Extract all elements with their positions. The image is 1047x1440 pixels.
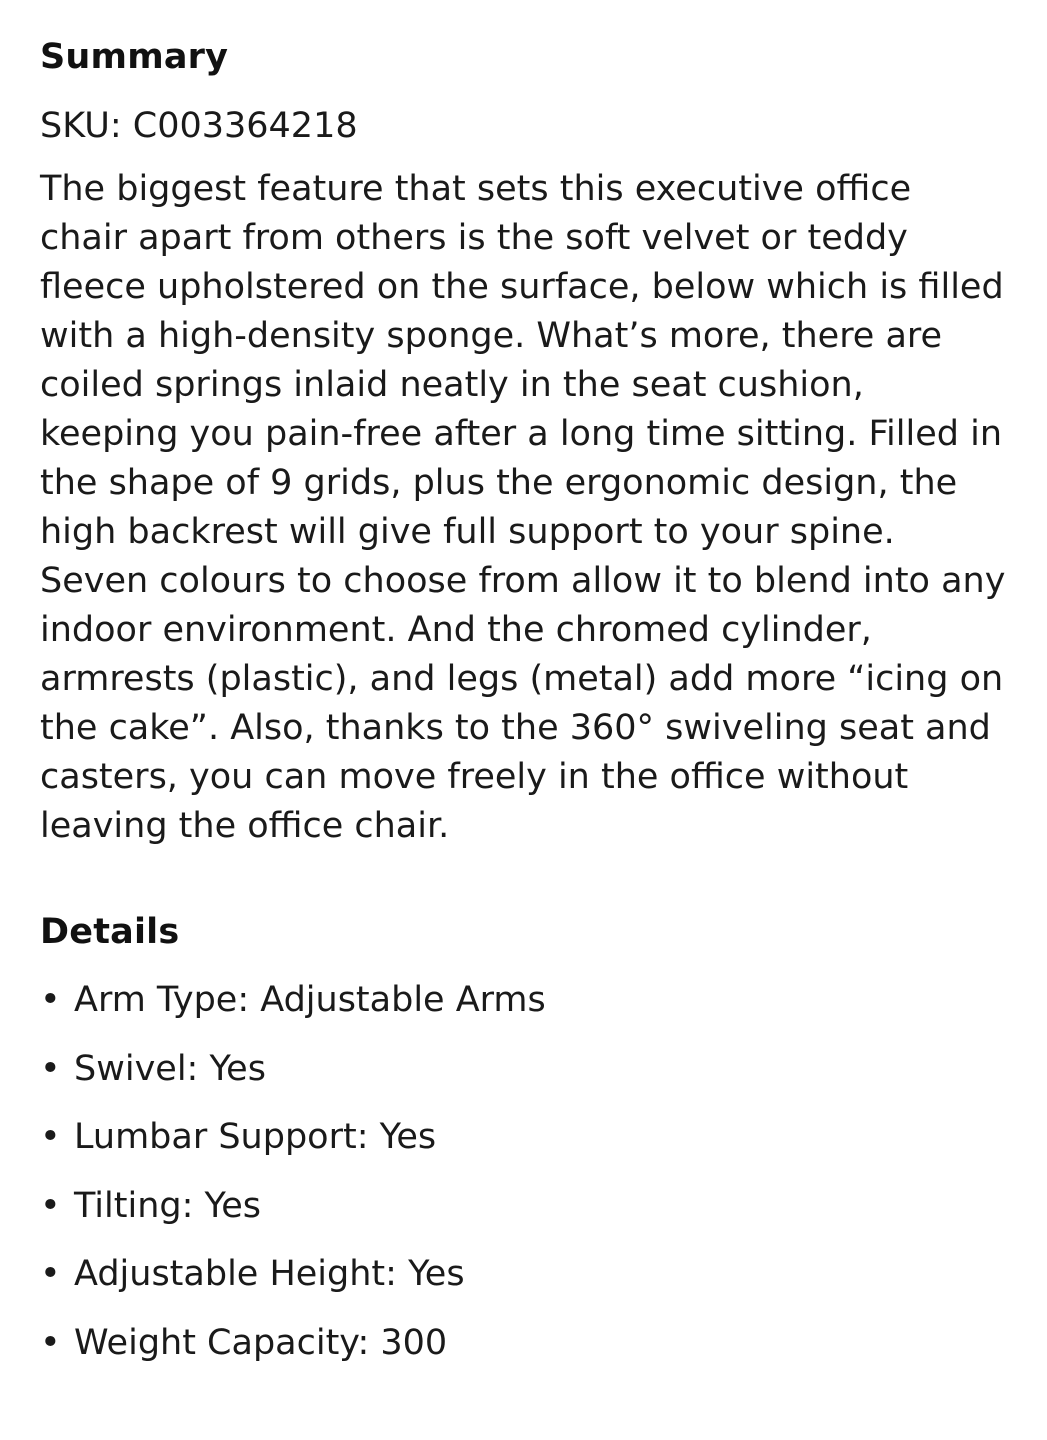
details-item-swivel [40, 1041, 1007, 1097]
details-item-arm-type [40, 972, 1007, 1028]
product-description: The biggest feature that sets this executive office chair apart from others is the soft velvet or teddy fleece upholstered on the surface, below which is filled with a high-density sponge. What’s more, there are coiled springs inlaid neatly in the seat cushion, keeping you pain-free after a long time sitting. Filled in the shape of 9 grids, plus the ergonomic design, the high backrest will give full support to your spine. Seven colours to choose from allow it to blend into any indoor environment. And the chromed cylinder, armrests (plastic), and legs (metal) add more “icing on the cake”. Also, thanks to the 360° swiveling seat and casters, you can move freely in the office without leaving the office chair. [40, 169, 1006, 846]
sku-text: SKU: C003364218 [40, 106, 358, 146]
bullet-icon: • [40, 1254, 61, 1295]
details-item-lumbar-support [40, 1109, 1007, 1165]
bullet-icon: • [40, 980, 61, 1020]
details-item-label: Lumbar Support: Yes [74, 1117, 437, 1158]
details-item-tilting [40, 1178, 1007, 1234]
bullet-icon: • [40, 1185, 61, 1226]
details-item-label: Adjustable Height: Yes [74, 1254, 465, 1295]
bullet-icon: • [40, 1322, 61, 1363]
details-item-label: Tilting: Yes [74, 1185, 262, 1226]
details-item-weight-capacity [40, 1315, 1007, 1371]
details-heading: Details [40, 912, 180, 952]
bullet-icon: • [40, 1048, 61, 1089]
details-item-label: Swivel: Yes [74, 1048, 266, 1089]
details-item-label: Weight Capacity: 300 [74, 1322, 448, 1363]
details-list [40, 972, 1007, 1371]
summary-heading: Summary [40, 37, 229, 77]
details-item-adjustable-height [40, 1246, 1007, 1302]
bullet-icon: • [40, 1117, 61, 1158]
details-item-label: Arm Type: Adjustable Arms [74, 980, 546, 1020]
